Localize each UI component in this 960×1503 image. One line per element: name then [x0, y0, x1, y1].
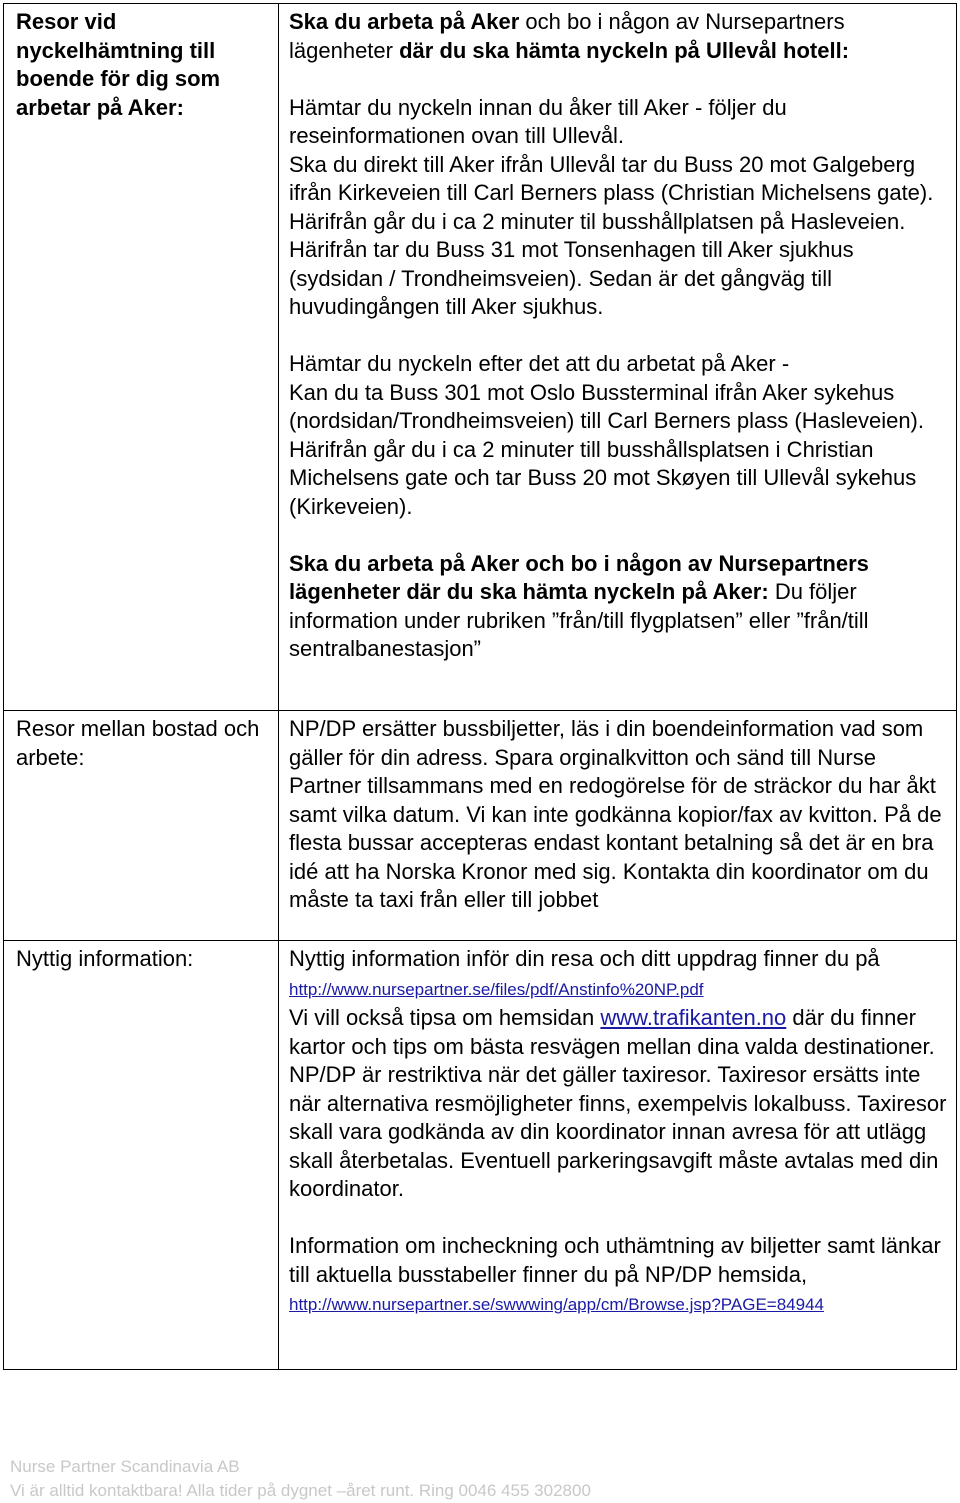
paragraph-after-work: Hämtar du nyckeln efter det att du arbetat på Aker -: [289, 351, 790, 376]
row-label-commute: Resor mellan bostad och arbete:: [16, 716, 260, 770]
row-label-cell: [4, 711, 279, 941]
row-label-cell: [4, 941, 279, 1370]
table-row: [4, 4, 957, 711]
paragraph-bus-301: Kan du ta Buss 301 mot Oslo Bussterminal ifrån Aker sykehus (nordsidan/Trondheimsveien) till Carl Berners plass (Hasleveien). Härifrån går du i ca 2 minuter till busshållsplatsen i Christian Michelsens gate och tar Buss 20 mot Skøyen till Ullevål sykehus (Kirkeveien).: [289, 379, 924, 519]
trafikanten-pre: Vi vill också tipsa om hemsidan: [289, 1005, 601, 1030]
row-content-cell: [279, 711, 957, 941]
paragraph-before-work: Hämtar du nyckeln innan du åker till Aker - följer du reseinformationen ovan till Ullevål.: [289, 94, 787, 148]
paragraph-taxi: NP/DP är restriktiva när det gäller taxiresor. Taxiresor ersätts inte när alternativa resmöjligheter finns, exempelvis lokalbuss. Taxiresor skall vara godkända av din koordinator innan avresa för att utlägg skall återbetalas. Eventuell parkeringsavgift måste avtalas med din koordinator.: [289, 1062, 947, 1201]
footer-company: Nurse Partner Scandinavia AB: [10, 1457, 240, 1476]
info-table: [3, 3, 957, 1370]
row-content-cell: [279, 941, 957, 1370]
table-row: [4, 711, 957, 941]
anstinfo-pdf-link[interactable]: http://www.nursepartner.se/files/pdf/Anstinfo%20NP.pdf: [289, 979, 704, 999]
useful-info-text: Nyttig information inför din resa och ditt uppdrag finner du på: [289, 946, 880, 971]
aker-pickup-normal: Du följer information under rubriken ”från/till flygplatsen” eller ”från/till sentralbanestasjon”: [289, 579, 869, 661]
footer: [10, 1455, 591, 1503]
paragraph-useful-info: [289, 945, 948, 1004]
row-label-key-pickup: Resor vid nyckelhämtning till boende för dig som arbetar på Aker:: [16, 9, 221, 120]
trafikanten-post: där du finner kartor och tips om bästa resvägen mellan dina valda destinationer.: [289, 1005, 935, 1059]
row-label-cell: [4, 4, 279, 711]
intro-heading: [289, 8, 948, 65]
row-content-cell: [279, 4, 957, 711]
aker-pickup-bold: Ska du arbeta på Aker och bo i någon av Nursepartners lägenheter där du ska hämta nyckeln på Aker:: [289, 550, 869, 604]
table-row: [4, 941, 957, 1370]
paragraph-checkin: Information om incheckning och uthämtning av biljetter samt länkar till aktuella busstabeller finner du på NP/DP hemsida,: [289, 1233, 941, 1287]
paragraph-commute: NP/DP ersätter bussbiljetter, läs i din boendeinformation vad som gäller för din adress. Spara orginalkvitton och sänd till Nurse Partner tillsammans med en redogörelse för de sträckor du har åkt samt vilka datum. Vi kan inte godkänna kopior/fax av kvitton. På de flesta bussar accepteras endast kontant betalning så det är en bra idé att ha Norska Kronor med sig. Kontakta din koordinator om du måste ta taxi från eller till jobbet: [289, 716, 942, 912]
footer-tagline: Vi är alltid kontaktbara! Alla tider på dygnet –året runt. Ring 0046 455 302800: [10, 1481, 591, 1500]
paragraph-checkin-link: [289, 1289, 948, 1320]
intro-normal-1: och bo i någon av Nursepartners lägenheter: [289, 9, 845, 63]
paragraph-trafikanten: [289, 1004, 948, 1061]
paragraph-direct-route: Ska du direkt till Aker ifrån Ullevål tar du Buss 20 mot Galgeberg ifrån Kirkeveien till Carl Berners plass (Christian Michelsens gate). Härifrån går du i ca 2 minuter til busshållplatsen på Hasleveien. Härifrån tar du Buss 31 mot Tonsenhagen till Aker sjukhus (sydsidan / Trondheimsveien). Sedan är det gångväg till huvudingången till Aker sjukhus.: [289, 151, 934, 319]
intro-bold-2: där du ska hämta nyckeln på Ullevål hotell:: [399, 37, 850, 63]
trafikanten-link[interactable]: www.trafikanten.no: [600, 1005, 787, 1030]
intro-bold-1: Ska du arbeta på Aker: [289, 9, 520, 34]
paragraph-aker-pickup: [289, 550, 948, 664]
browse-page-link[interactable]: http://www.nursepartner.se/swwwing/app/cm/Browse.jsp?PAGE=84944: [289, 1295, 824, 1314]
row-label-useful-info: Nyttig information:: [16, 946, 194, 971]
